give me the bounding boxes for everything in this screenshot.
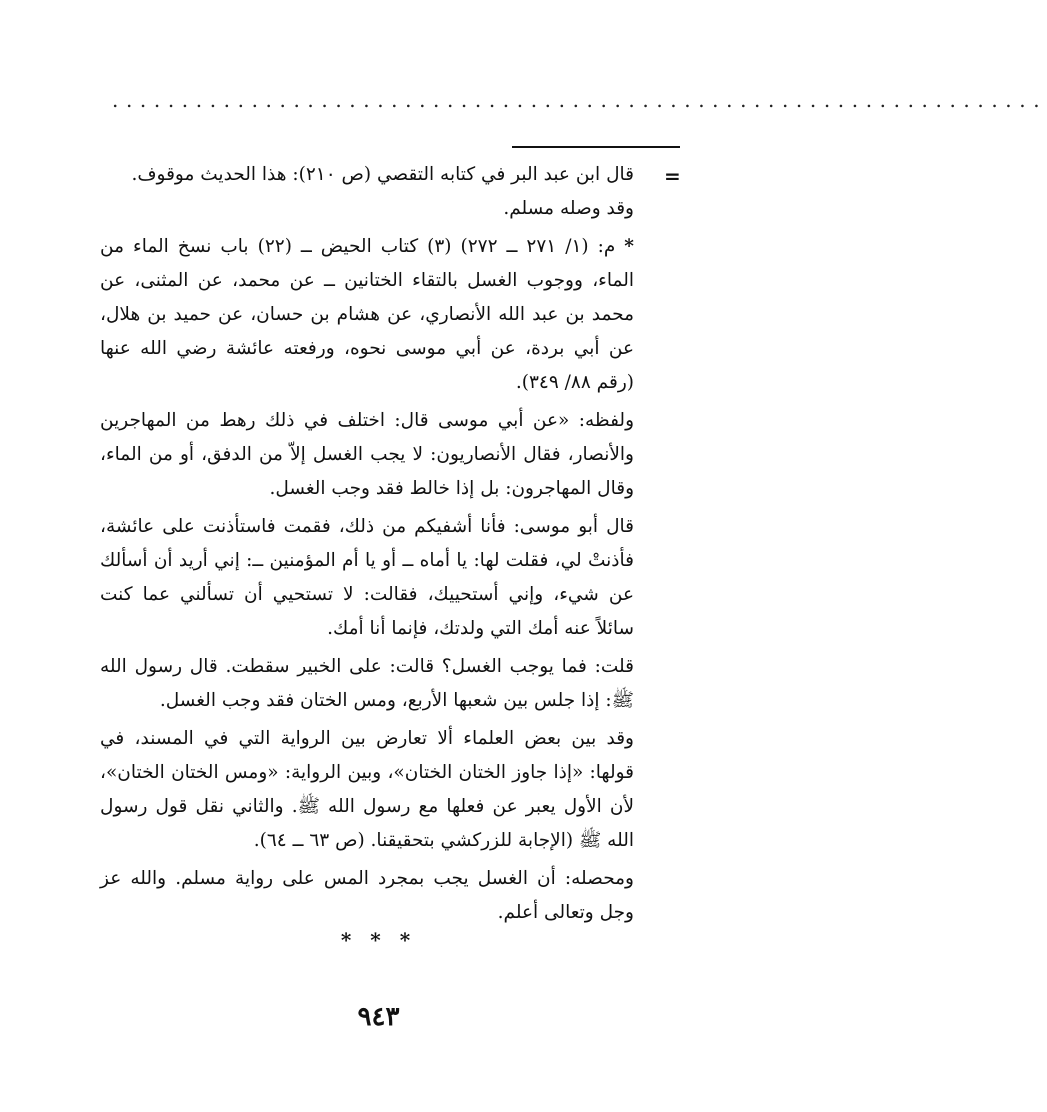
- asterisk-marker: *: [624, 236, 634, 257]
- paragraph-question: قلت: فما يوجب الغسل؟ قالت: على الخبير سقطت. قال رسول الله ﷺ: إذا جلس بين شعبها الأربع، ومس الختان فقد وجب الغسل.: [100, 656, 634, 711]
- footnote-body: [100, 158, 634, 934]
- page-number: ٩٤٣: [357, 1002, 400, 1032]
- paragraph-muslim-connected: وقد وصله مسلم.: [503, 198, 634, 219]
- paragraph-muslim-reference-text: م: (١/ ٢٧١ ــ ٢٧٢) (٣) كتاب الحيض ــ (٢٢) باب نسخ الماء من الماء، ووجوب الغسل بالتقاء الختانين ــ عن محمد، عن المثنى، عن محمد بن عبد الله الأنصاري، عن هشام بن حسان، عن حميد بن هلال، عن أبي بردة، عن أبي موسى نحوه، ورفعته عائشة رضي الله عنها (رقم ٨٨/ ٣٤٩).: [100, 236, 634, 393]
- paragraph-conclusion: ومحصله: أن الغسل يجب بمجرد المس على رواية مسلم. والله عز وجل وتعالى أعلم.: [100, 868, 634, 923]
- paragraph-scholars: وقد بين بعض العلماء ألا تعارض بين الرواية التي في المسند، في قولها: «إذا جاوز الختان الختان»، وبين الرواية: «ومس الختان الختان»، لأن الأول يعبر عن فعلها مع رسول الله ﷺ. والثاني نقل قول رسول الله ﷺ (الإجابة للزركشي بتحقيقنا. (ص ٦٣ ــ ٦٤).: [100, 728, 634, 851]
- continuation-mark: =: [664, 164, 681, 188]
- footnote-rule: [512, 146, 680, 148]
- dotted-separator: ...................................................................: [112, 88, 1047, 112]
- paragraph-abu-musa: قال أبو موسى: فأنا أشفيكم من ذلك، فقمت فاستأذنت على عائشة، فأذنتْ لي، فقلت لها: يا أماه ــ أو يا أم المؤمنين ــ: إني أريد أن أسألك عن شيء، وإني أستحييك، فقالت: لا تستحيي أن تسألني عما كنت سائلاً عنه أمك التي ولدتك، فإنما أنا أمك.: [100, 516, 634, 639]
- paragraph-muslim-reference: [100, 230, 634, 400]
- paragraph-ibn-abd-al-barr: قال ابن عبد البر في كتابه التقصي (ص ٢١٠): هذا الحديث موقوف.: [131, 164, 634, 185]
- paragraph-wording: ولفظه: «عن أبي موسى قال: اختلف في ذلك رهط من المهاجرين والأنصار، فقال الأنصاريون: لا يجب الغسل إلاّ من الدفق، أو من الماء، وقال المهاجرون: بل إذا خالط فقد وجب الغسل.: [100, 410, 634, 499]
- section-separator-stars: * * *: [340, 928, 417, 952]
